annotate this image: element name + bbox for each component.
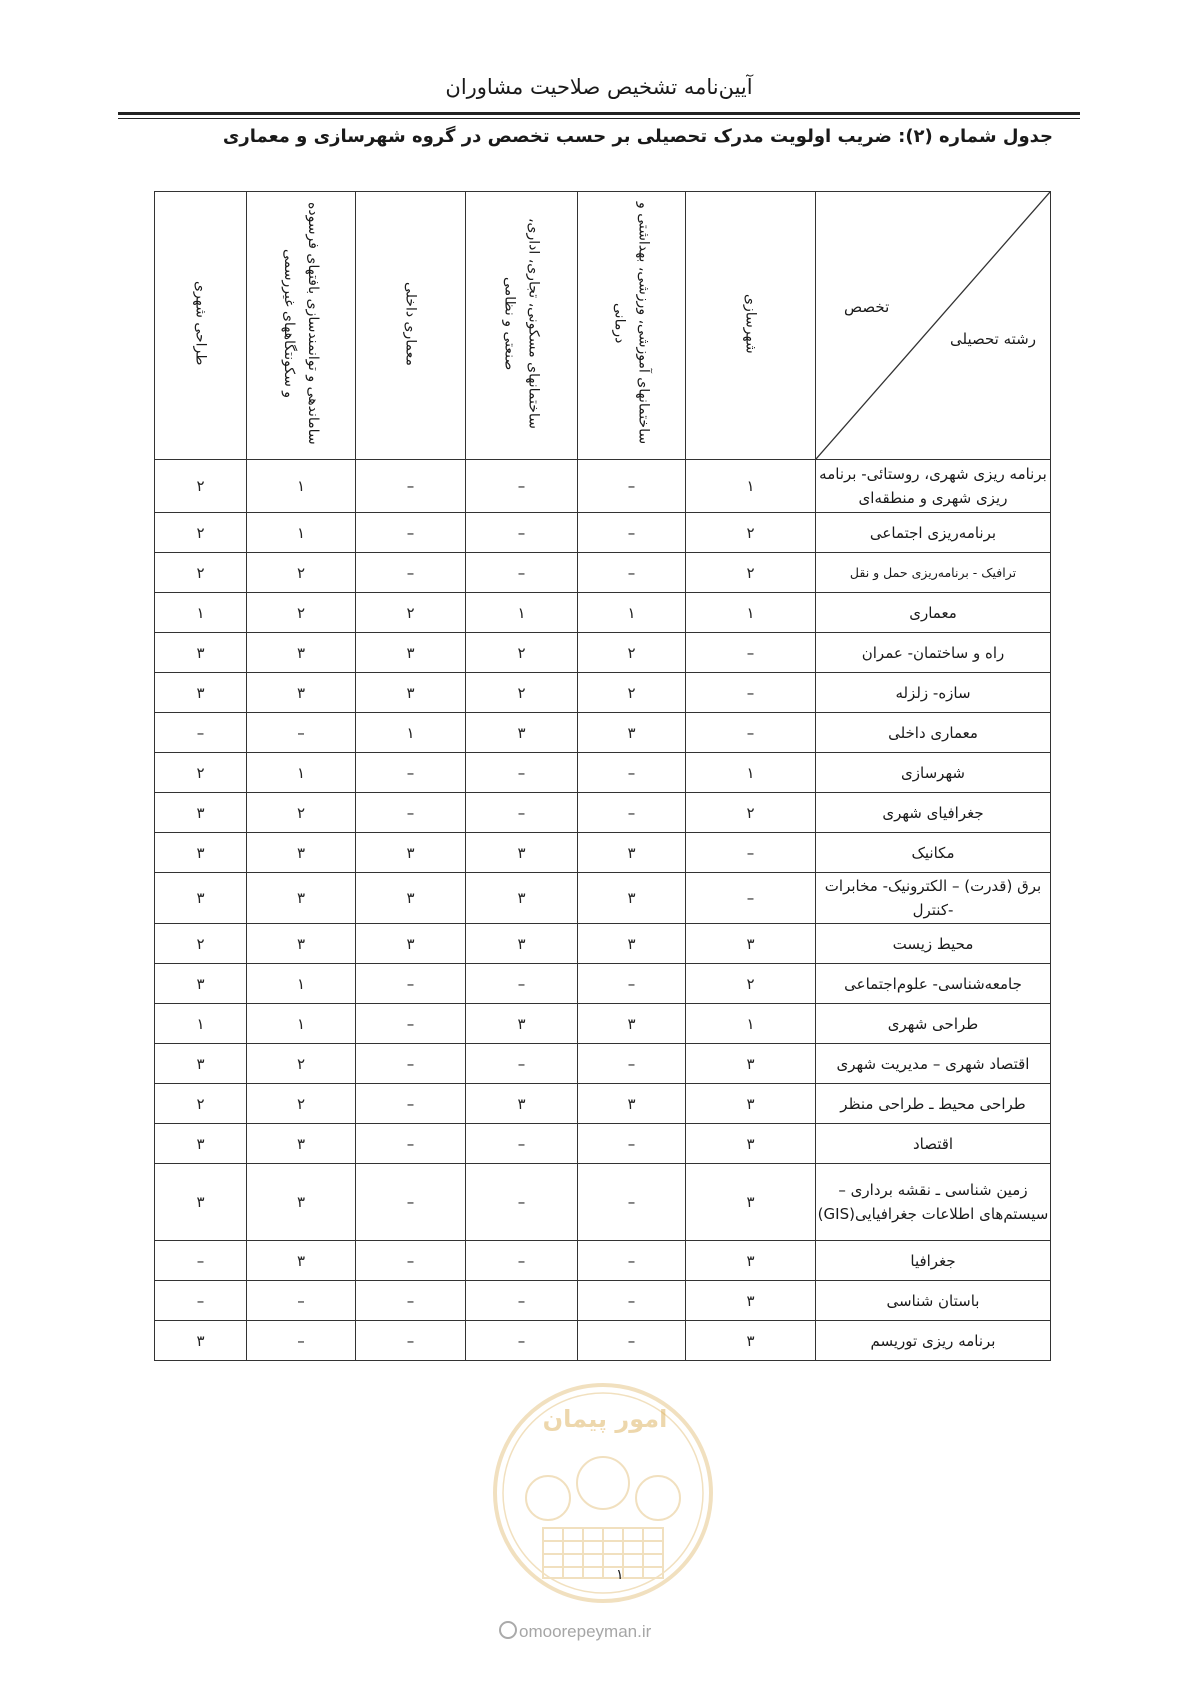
value-cell: ۲ <box>686 513 816 553</box>
row-label: شهرسازی <box>816 753 1051 793</box>
value-cell: – <box>686 713 816 753</box>
value-cell: ۳ <box>578 924 686 964</box>
value-cell: ۲ <box>466 673 578 713</box>
table-row <box>155 873 1051 924</box>
column-header <box>686 192 816 460</box>
column-header-label: طراحی شهری <box>192 281 209 366</box>
value-cell: ۲ <box>578 633 686 673</box>
value-cell: – <box>578 553 686 593</box>
document-header-title: آیین‌نامه تشخیص صلاحیت مشاوران <box>445 75 753 99</box>
column-header <box>247 192 356 460</box>
table-row <box>155 460 1051 513</box>
value-cell: ۲ <box>155 753 247 793</box>
row-label: معماری <box>816 593 1051 633</box>
table-row <box>155 673 1051 713</box>
value-cell: – <box>686 673 816 713</box>
value-cell: ۳ <box>686 1044 816 1084</box>
row-label: ترافیک - برنامه‌ریزی حمل و نقل <box>816 553 1051 593</box>
value-cell: ۲ <box>466 633 578 673</box>
value-cell: – <box>578 1321 686 1361</box>
corner-label-specialty: تخصص <box>844 298 890 316</box>
value-cell: ۲ <box>247 593 356 633</box>
value-cell: ۳ <box>356 833 466 873</box>
value-cell: – <box>356 1281 466 1321</box>
value-cell: ۳ <box>247 1241 356 1281</box>
value-cell: – <box>155 1241 247 1281</box>
row-label: برنامه‌ریزی اجتماعی <box>816 513 1051 553</box>
header-rule-thick <box>118 112 1080 115</box>
value-cell: – <box>466 1044 578 1084</box>
value-cell: – <box>466 1164 578 1241</box>
value-cell: – <box>356 1084 466 1124</box>
value-cell: ۳ <box>686 1241 816 1281</box>
value-cell: – <box>578 513 686 553</box>
value-cell: – <box>356 1124 466 1164</box>
value-cell: – <box>356 1044 466 1084</box>
value-cell: – <box>578 1164 686 1241</box>
table-row <box>155 1164 1051 1241</box>
value-cell: ۳ <box>686 1281 816 1321</box>
value-cell: ۲ <box>247 553 356 593</box>
value-cell: ۳ <box>578 833 686 873</box>
value-cell: – <box>578 753 686 793</box>
value-cell: ۳ <box>578 1084 686 1124</box>
value-cell: – <box>686 833 816 873</box>
row-label: طراحی شهری <box>816 1004 1051 1044</box>
column-header <box>466 192 578 460</box>
row-label: جغرافیا <box>816 1241 1051 1281</box>
value-cell: ۲ <box>247 793 356 833</box>
table-header-row <box>155 192 1051 460</box>
value-cell: – <box>466 513 578 553</box>
value-cell: ۱ <box>578 593 686 633</box>
table-row <box>155 1004 1051 1044</box>
value-cell: ۳ <box>247 633 356 673</box>
value-cell: ۱ <box>686 460 816 513</box>
value-cell: ۲ <box>247 1084 356 1124</box>
row-label: جغرافیای شهری <box>816 793 1051 833</box>
priority-coefficient-table <box>154 191 1051 1361</box>
value-cell: ۱ <box>155 593 247 633</box>
value-cell: ۳ <box>466 924 578 964</box>
value-cell: – <box>578 1124 686 1164</box>
value-cell: ۳ <box>466 833 578 873</box>
value-cell: ۱ <box>247 460 356 513</box>
row-label: برق (قدرت) – الکترونیک- مخابرات -کنترل <box>816 873 1051 924</box>
row-label: محیط زیست <box>816 924 1051 964</box>
value-cell: ۳ <box>247 924 356 964</box>
value-cell: – <box>247 1321 356 1361</box>
table-row <box>155 924 1051 964</box>
value-cell: ۳ <box>466 1084 578 1124</box>
table-row <box>155 593 1051 633</box>
table-row <box>155 713 1051 753</box>
value-cell: ۲ <box>155 460 247 513</box>
value-cell: ۲ <box>578 673 686 713</box>
value-cell: ۱ <box>247 753 356 793</box>
value-cell: – <box>578 793 686 833</box>
table-row <box>155 553 1051 593</box>
table-row <box>155 513 1051 553</box>
value-cell: ۲ <box>155 553 247 593</box>
table-row <box>155 753 1051 793</box>
value-cell: ۳ <box>155 793 247 833</box>
value-cell: ۲ <box>686 964 816 1004</box>
value-cell: ۳ <box>247 673 356 713</box>
value-cell: – <box>578 460 686 513</box>
header-rule-thin <box>118 118 1080 119</box>
value-cell: – <box>155 713 247 753</box>
value-cell: – <box>578 964 686 1004</box>
value-cell: – <box>466 1281 578 1321</box>
value-cell: ۳ <box>466 713 578 753</box>
table-row <box>155 833 1051 873</box>
table-row <box>155 1241 1051 1281</box>
row-label: زمین شناسی ـ نقشه برداری – سیستم‌های اطلاعات جغرافیایی(GIS) <box>816 1164 1051 1241</box>
value-cell: – <box>247 713 356 753</box>
value-cell: ۳ <box>356 924 466 964</box>
value-cell: ۱ <box>247 964 356 1004</box>
value-cell: ۱ <box>686 1004 816 1044</box>
value-cell: ۳ <box>356 873 466 924</box>
value-cell: – <box>466 1241 578 1281</box>
value-cell: ۳ <box>155 833 247 873</box>
column-header-label: معماری داخلی <box>402 281 419 366</box>
value-cell: ۳ <box>155 1124 247 1164</box>
at-icon <box>499 1621 517 1639</box>
table-row <box>155 1084 1051 1124</box>
row-label: مکانیک <box>816 833 1051 873</box>
value-cell: – <box>155 1281 247 1321</box>
value-cell: – <box>356 1164 466 1241</box>
row-label: راه و ساختمان- عمران <box>816 633 1051 673</box>
column-header-label: ساختمانهای آموزشی، ورزشی، بهداشتی و درمانی <box>611 202 652 445</box>
value-cell: ۳ <box>247 1124 356 1164</box>
value-cell: ۱ <box>155 1004 247 1044</box>
value-cell: ۳ <box>578 713 686 753</box>
value-cell: – <box>466 1124 578 1164</box>
value-cell: ۳ <box>155 673 247 713</box>
corner-diagonal-line <box>816 192 1050 459</box>
value-cell: ۱ <box>466 593 578 633</box>
column-header-label: شهرسازی <box>742 293 759 354</box>
value-cell: – <box>466 753 578 793</box>
value-cell: ۳ <box>155 1321 247 1361</box>
row-label: طراحی محیط ـ طراحی منظر <box>816 1084 1051 1124</box>
value-cell: – <box>356 1004 466 1044</box>
value-cell: ۲ <box>155 1084 247 1124</box>
value-cell: ۳ <box>686 1164 816 1241</box>
value-cell: ۲ <box>686 553 816 593</box>
value-cell: ۱ <box>247 1004 356 1044</box>
value-cell: ۳ <box>356 673 466 713</box>
value-cell: ۳ <box>686 1321 816 1361</box>
value-cell: – <box>466 460 578 513</box>
row-label: معماری داخلی <box>816 713 1051 753</box>
value-cell: – <box>356 1241 466 1281</box>
value-cell: – <box>578 1281 686 1321</box>
column-header-label: ساختمانهای مسکونی، تجاری، اداری، صنعتی و نظامی <box>501 218 542 429</box>
corner-label-field-of-study: رشته تحصیلی <box>949 330 1036 348</box>
row-label: برنامه ریزی شهری، روستائی- برنامه ریزی شهری و منطقه‌ای <box>816 460 1051 513</box>
value-cell: ۱ <box>247 513 356 553</box>
table-row <box>155 1321 1051 1361</box>
row-label: برنامه ریزی توریسم <box>816 1321 1051 1361</box>
value-cell: – <box>466 793 578 833</box>
site-url <box>499 1621 651 1642</box>
value-cell: – <box>356 1321 466 1361</box>
table-row <box>155 1044 1051 1084</box>
table-row <box>155 964 1051 1004</box>
value-cell: – <box>356 513 466 553</box>
row-label: اقتصاد <box>816 1124 1051 1164</box>
value-cell: ۳ <box>466 873 578 924</box>
row-label: اقتصاد شهری – مدیریت شهری <box>816 1044 1051 1084</box>
value-cell: ۳ <box>155 964 247 1004</box>
value-cell: – <box>356 553 466 593</box>
value-cell: – <box>578 1241 686 1281</box>
column-header <box>356 192 466 460</box>
row-label: جامعه‌شناسی- علوم‌اجتماعی <box>816 964 1051 1004</box>
watermark-seal-text: امور پیمان <box>542 1405 668 1433</box>
table-caption: جدول شماره (۲): ضریب اولویت مدرک تحصیلی بر حسب تخصص در گروه شهرسازی و معماری <box>222 126 1053 147</box>
table-row <box>155 633 1051 673</box>
value-cell: – <box>466 1321 578 1361</box>
value-cell: ۳ <box>356 633 466 673</box>
value-cell: – <box>686 873 816 924</box>
value-cell: ۳ <box>155 873 247 924</box>
value-cell: ۱ <box>686 593 816 633</box>
value-cell: ۱ <box>356 713 466 753</box>
value-cell: ۳ <box>578 1004 686 1044</box>
value-cell: ۲ <box>155 924 247 964</box>
table-row <box>155 1281 1051 1321</box>
column-header <box>578 192 686 460</box>
value-cell: ۲ <box>356 593 466 633</box>
value-cell: – <box>686 633 816 673</box>
value-cell: ۳ <box>247 1164 356 1241</box>
value-cell: ۲ <box>686 793 816 833</box>
value-cell: – <box>466 553 578 593</box>
value-cell: – <box>356 460 466 513</box>
page-number: ۱ <box>616 1567 624 1583</box>
value-cell: – <box>356 793 466 833</box>
value-cell: ۳ <box>578 873 686 924</box>
value-cell: – <box>466 964 578 1004</box>
value-cell: – <box>247 1281 356 1321</box>
value-cell: ۲ <box>155 513 247 553</box>
value-cell: ۳ <box>247 833 356 873</box>
row-label: سازه- زلزله <box>816 673 1051 713</box>
row-label: باستان شناسی <box>816 1281 1051 1321</box>
value-cell: ۳ <box>686 1084 816 1124</box>
value-cell: ۳ <box>247 873 356 924</box>
site-url-text: omoorepeyman.ir <box>519 1622 652 1641</box>
value-cell: – <box>356 753 466 793</box>
value-cell: ۳ <box>155 1164 247 1241</box>
value-cell: ۳ <box>686 1124 816 1164</box>
table-row <box>155 1124 1051 1164</box>
corner-header-cell <box>816 192 1051 460</box>
value-cell: ۲ <box>247 1044 356 1084</box>
value-cell: – <box>356 964 466 1004</box>
value-cell: ۳ <box>155 1044 247 1084</box>
column-header <box>155 192 247 460</box>
value-cell: ۱ <box>686 753 816 793</box>
value-cell: – <box>578 1044 686 1084</box>
value-cell: ۳ <box>466 1004 578 1044</box>
value-cell: ۳ <box>155 633 247 673</box>
table-row <box>155 793 1051 833</box>
value-cell: ۳ <box>686 924 816 964</box>
column-header-label: ساماندهی و توانمندسازی بافتهای فرسوده و سکونتگاههای غیررسمی <box>281 202 321 445</box>
